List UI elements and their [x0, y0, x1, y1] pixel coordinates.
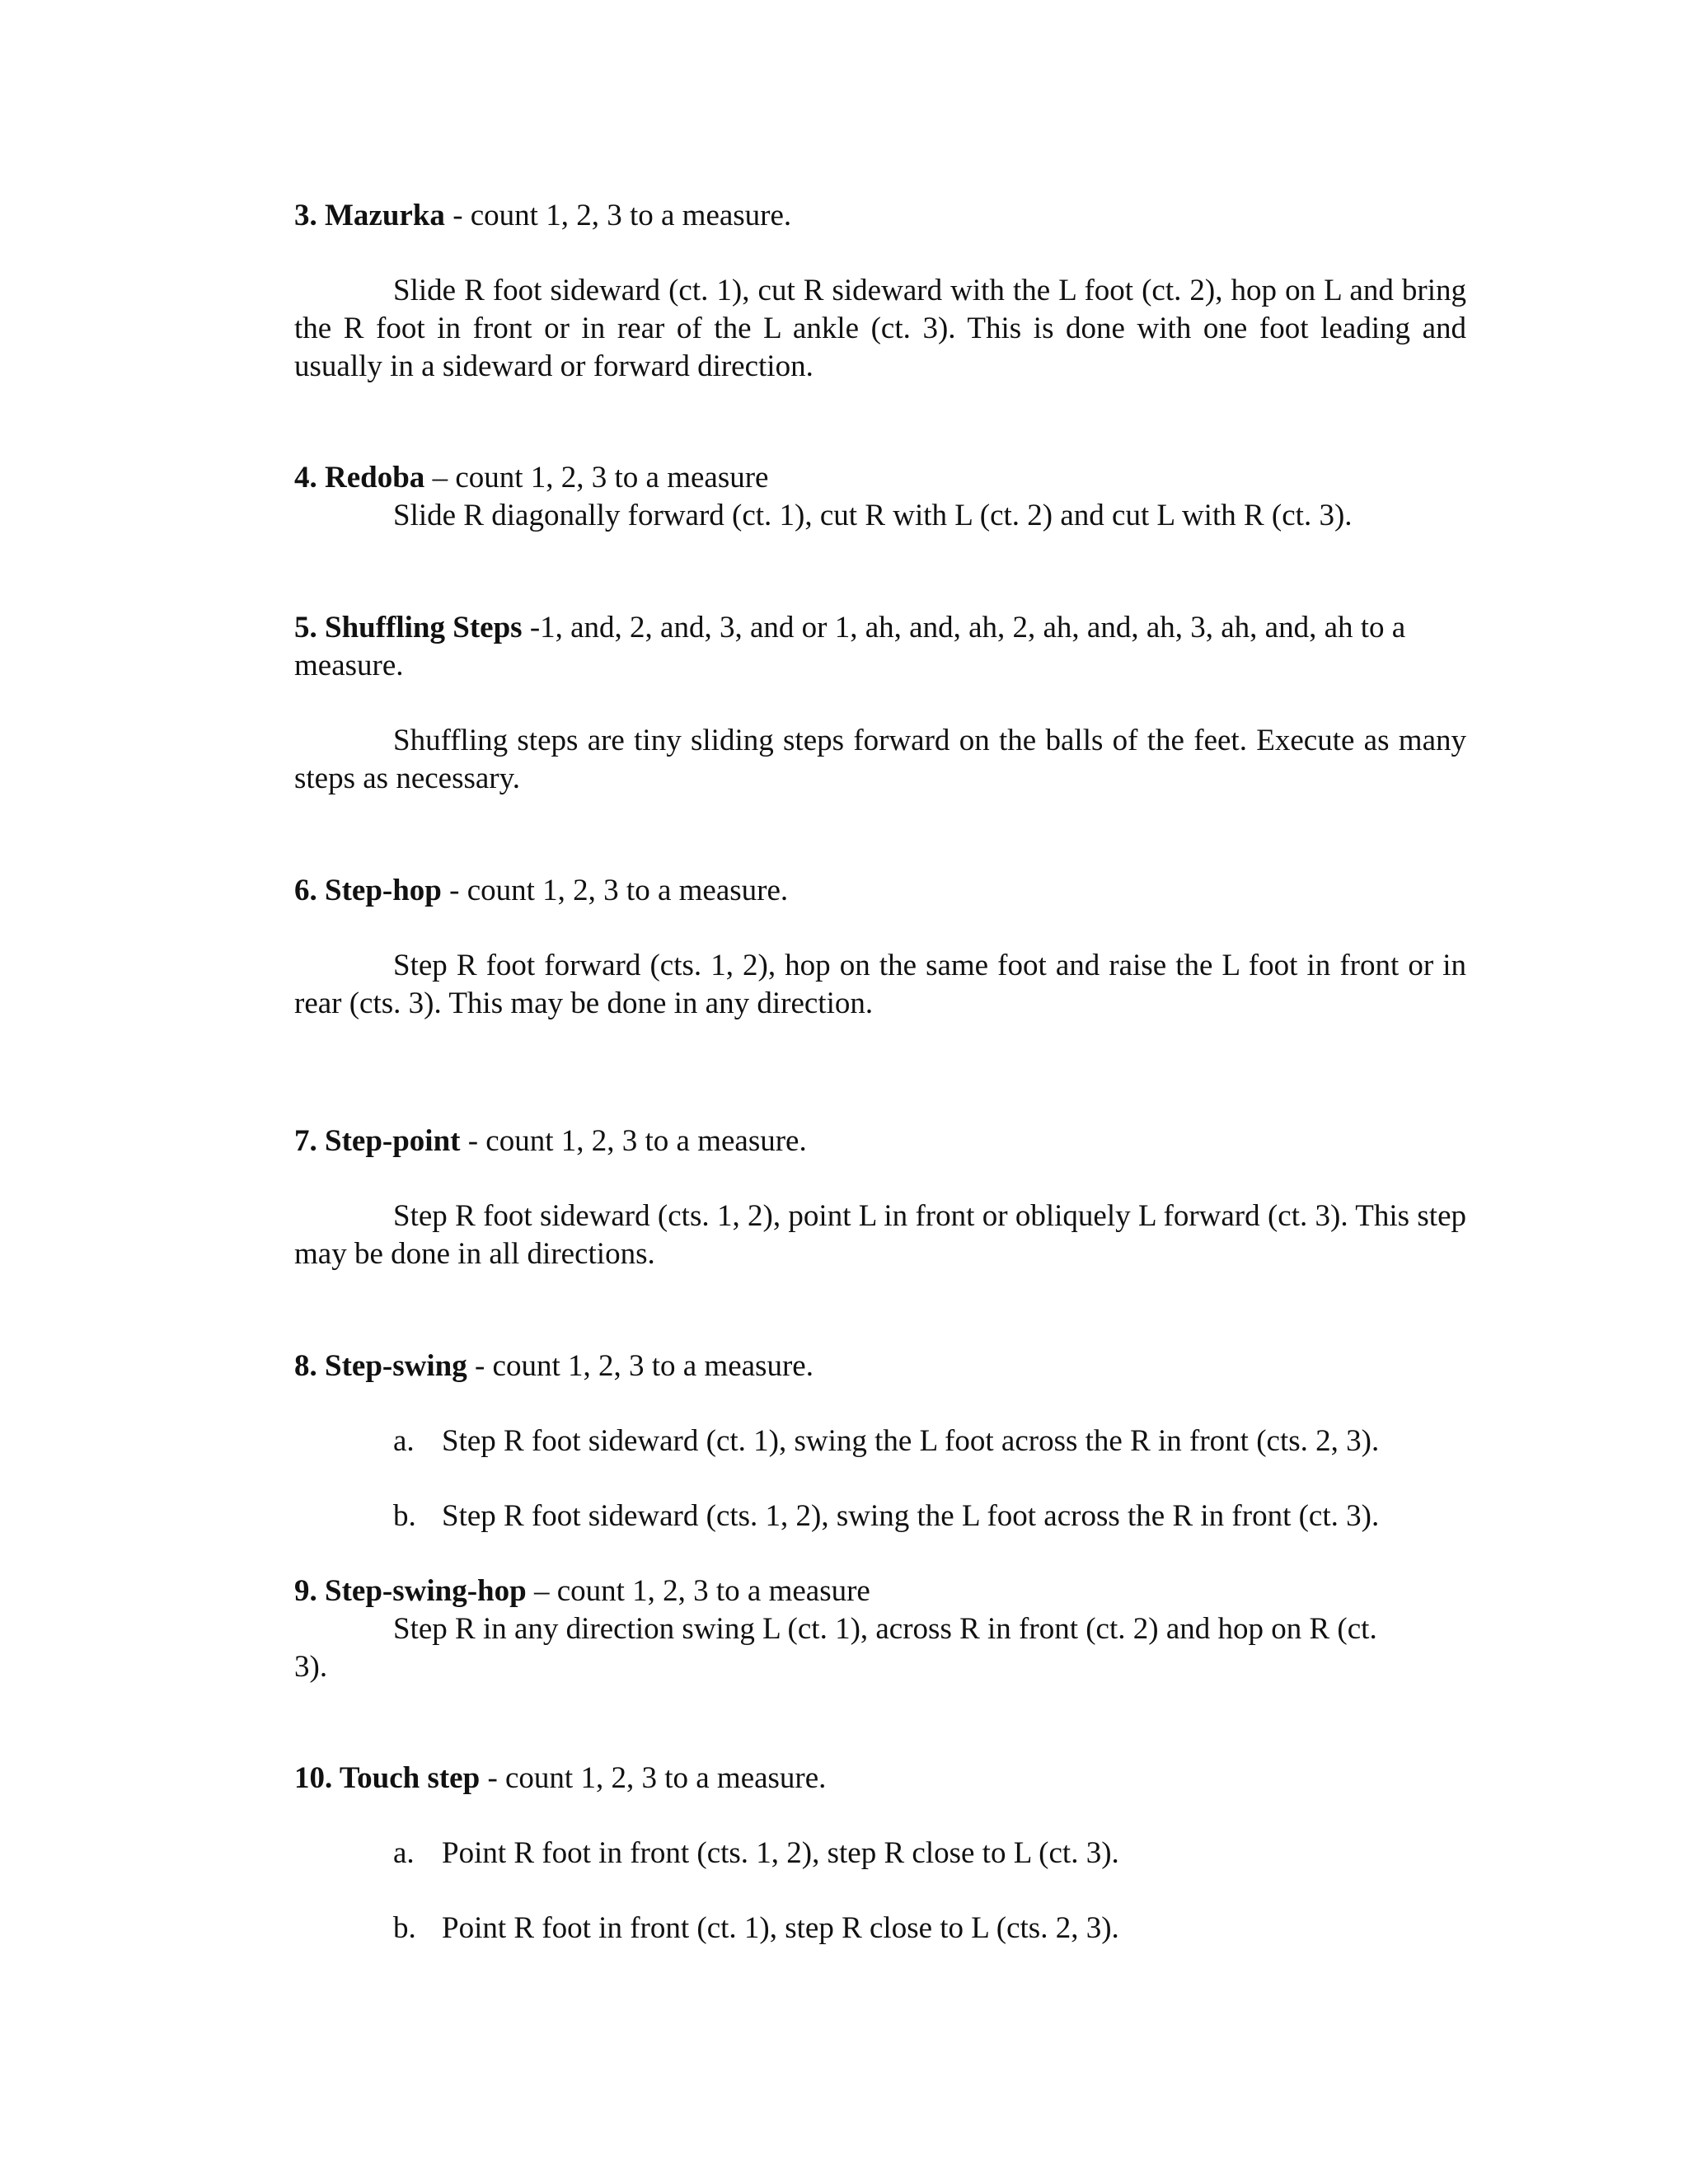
section-title: [294, 1761, 480, 1795]
section-title: [294, 1574, 527, 1608]
section-title-text: Step-hop: [325, 874, 442, 907]
section-title-text: Step-swing-hop: [325, 1574, 527, 1608]
section-title-text: Step-point: [325, 1124, 461, 1158]
section-heading: [294, 1760, 1466, 1797]
list-item-text: Step R foot sideward (cts. 1, 2), swing the L foot across the R in front (ct. 3).: [442, 1499, 1380, 1533]
section-touch-step: [294, 1760, 1466, 1797]
section-number: 10.: [294, 1761, 333, 1795]
section-step-swing-hop: [294, 1572, 1466, 1686]
section-count: - count 1, 2, 3 to a measure.: [444, 199, 792, 232]
section-count: – count 1, 2, 3 to a measure: [526, 1574, 870, 1608]
section-number: 6.: [294, 874, 317, 907]
section-step-swing: [294, 1347, 1466, 1385]
list-marker: a.: [393, 1424, 415, 1458]
section-redoba: [294, 459, 1466, 535]
section-count: -1, and, 2, and, 3, and or 1, ah, and, ah, 2, ah, and, ah, 3, ah, and, ah to a measure.: [294, 611, 1406, 682]
section-body: Step R foot forward (cts. 1, 2), hop on the same foot and raise the L foot in front or in rear (cts. 3). This may be done in any direction.: [294, 949, 1466, 1020]
section-heading: [294, 1572, 1466, 1610]
section-number: 7.: [294, 1124, 317, 1158]
section-body-line: Step R in any direction swing L (ct. 1), across R in front (ct. 2) and hop on R (ct.: [393, 1612, 1377, 1646]
section-title-text: Step-swing: [325, 1349, 467, 1383]
list-item: [393, 1422, 1465, 1460]
section-title: [294, 1124, 460, 1158]
section-title-text: Touch step: [339, 1761, 481, 1795]
section-body: Slide R foot sideward (ct. 1), cut R sideward with the L foot (ct. 2), hop on L and bring the R foot in front or in rear of the L ankle (ct. 3). This is done with one foot leading and usually in a sideward or forward direction.: [294, 274, 1466, 383]
section-count: - count 1, 2, 3 to a measure.: [460, 1124, 807, 1158]
section-heading: [294, 1122, 1466, 1160]
section-title-text: Redoba: [325, 461, 425, 494]
section-mazurka: [294, 197, 1466, 235]
section-shuffling-steps-body: [294, 722, 1466, 798]
section-step-hop-body: [294, 947, 1466, 1023]
section-count: – count 1, 2, 3 to a measure: [424, 461, 769, 494]
section-heading: [294, 197, 1466, 235]
section-body-line: 3).: [294, 1650, 328, 1684]
section-heading: [294, 609, 1466, 685]
section-title-text: Mazurka: [325, 199, 445, 232]
section-body: Slide R diagonally forward (ct. 1), cut R with L (ct. 2) and cut L with R (ct. 3).: [393, 499, 1353, 532]
list-item: [393, 1910, 1465, 1947]
list-marker: b.: [393, 1499, 416, 1533]
section-title: [294, 874, 442, 907]
section-mazurka-body: [294, 272, 1466, 386]
section-title: [294, 199, 445, 232]
section-heading: [294, 1347, 1466, 1385]
section-title: [294, 1349, 467, 1383]
section-body: [294, 1610, 1466, 1686]
section-heading: [294, 872, 1466, 910]
section-number: 4.: [294, 461, 317, 494]
section-shuffling-steps: [294, 609, 1466, 685]
list-marker: b.: [393, 1911, 416, 1945]
section-step-point: [294, 1122, 1466, 1160]
list-item-text: Point R foot in front (ct. 1), step R close to L (cts. 2, 3).: [442, 1911, 1119, 1945]
section-count: - count 1, 2, 3 to a measure.: [480, 1761, 827, 1795]
section-title-text: Shuffling Steps: [325, 611, 523, 644]
section-title: [294, 461, 424, 494]
section-body: Shuffling steps are tiny sliding steps forward on the balls of the feet. Execute as many steps as necessary.: [294, 724, 1466, 795]
section-number: 5.: [294, 611, 317, 644]
list-item: [393, 1835, 1465, 1872]
section-body: Step R foot sideward (cts. 1, 2), point L in front or obliquely L forward (ct. 3). This step may be done in all directions.: [294, 1199, 1466, 1271]
section-step-point-body: [294, 1197, 1466, 1273]
section-number: 8.: [294, 1349, 317, 1383]
section-count: - count 1, 2, 3 to a measure.: [467, 1349, 814, 1383]
list-item-text: Point R foot in front (cts. 1, 2), step R close to L (ct. 3).: [442, 1836, 1119, 1870]
section-count: - count 1, 2, 3 to a measure.: [441, 874, 789, 907]
section-heading: [294, 459, 1466, 497]
section-number: 9.: [294, 1574, 317, 1608]
section-title: [294, 611, 523, 644]
list-item-text: Step R foot sideward (ct. 1), swing the L foot across the R in front (cts. 2, 3).: [442, 1424, 1380, 1458]
list-marker: a.: [393, 1836, 415, 1870]
list-item: [393, 1497, 1465, 1535]
section-number: 3.: [294, 199, 317, 232]
section-step-hop: [294, 872, 1466, 910]
